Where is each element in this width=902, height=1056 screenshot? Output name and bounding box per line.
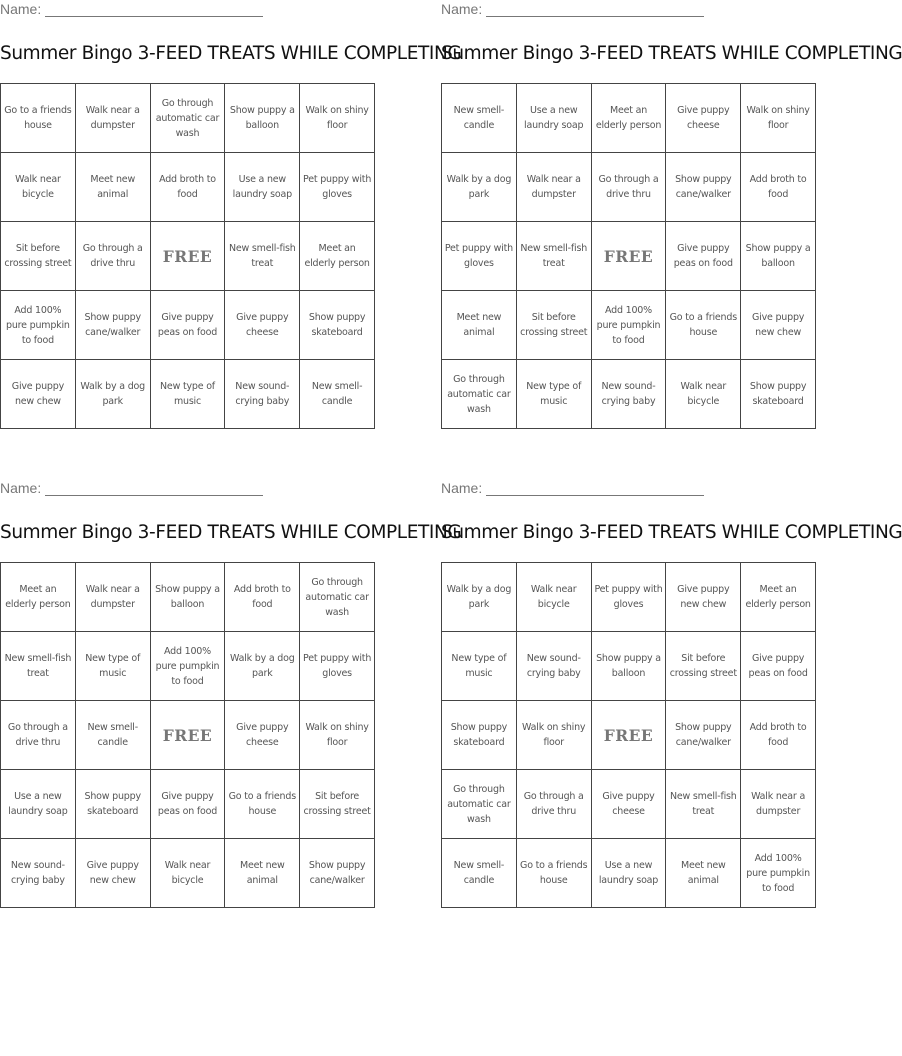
bingo-cell: Meet an elderly person	[591, 84, 666, 153]
bingo-cell: Show puppy a balloon	[741, 222, 816, 291]
card-title: Summer Bingo 3-FEED TREATS WHILE COMPLETING	[0, 522, 462, 543]
bingo-cell: Sit before crossing street	[300, 770, 375, 839]
bingo-cell: Pet puppy with gloves	[591, 563, 666, 632]
bingo-cell: Walk near bicycle	[516, 563, 591, 632]
bingo-cell: Sit before crossing street	[666, 632, 741, 701]
bingo-row	[442, 291, 816, 360]
bingo-row	[442, 632, 816, 701]
bingo-cell: Give puppy peas on food	[741, 632, 816, 701]
bingo-cell: Meet an elderly person	[1, 563, 76, 632]
bingo-cell: Walk by a dog park	[75, 360, 150, 429]
bingo-grid	[441, 562, 816, 908]
bingo-row	[1, 360, 375, 429]
bingo-cell: New sound-crying baby	[591, 360, 666, 429]
bingo-cell: Walk by a dog park	[442, 153, 517, 222]
bingo-cell: Walk on shiny floor	[300, 84, 375, 153]
bingo-row	[1, 153, 375, 222]
bingo-grid	[0, 562, 375, 908]
free-cell: FREE	[150, 222, 225, 291]
bingo-cell: Walk near bicycle	[666, 360, 741, 429]
bingo-cell: New smell-candle	[75, 701, 150, 770]
bingo-cell: New smell-fish treat	[225, 222, 300, 291]
bingo-cell: Show puppy cane/walker	[300, 839, 375, 908]
name-label: Name:	[0, 1, 42, 17]
bingo-cell: Meet an elderly person	[741, 563, 816, 632]
bingo-cell: Pet puppy with gloves	[300, 153, 375, 222]
name-underline[interactable]	[486, 481, 704, 496]
bingo-cell: Go through automatic car wash	[442, 770, 517, 839]
bingo-row	[1, 770, 375, 839]
bingo-cell: Show puppy cane/walker	[75, 291, 150, 360]
bingo-cell: Walk near bicycle	[150, 839, 225, 908]
name-field	[0, 480, 263, 496]
bingo-cell: Go through a drive thru	[75, 222, 150, 291]
bingo-cell: Go through a drive thru	[1, 701, 76, 770]
bingo-cell: Add broth to food	[150, 153, 225, 222]
bingo-cell: Show puppy cane/walker	[666, 701, 741, 770]
bingo-cell: Give puppy new chew	[741, 291, 816, 360]
bingo-cell: Show puppy skateboard	[741, 360, 816, 429]
bingo-cell: Add broth to food	[741, 701, 816, 770]
bingo-cell: Give puppy cheese	[225, 291, 300, 360]
bingo-cell: Walk near a dumpster	[75, 84, 150, 153]
bingo-cell: Go through automatic car wash	[300, 563, 375, 632]
bingo-cell: New type of music	[442, 632, 517, 701]
bingo-row	[1, 701, 375, 770]
bingo-grid	[441, 83, 816, 429]
bingo-cell: Give puppy cheese	[666, 84, 741, 153]
bingo-cell: Walk on shiny floor	[300, 701, 375, 770]
bingo-cell: Give puppy new chew	[1, 360, 76, 429]
bingo-cell: Sit before crossing street	[1, 222, 76, 291]
bingo-cell: New smell-fish treat	[516, 222, 591, 291]
bingo-cell: New smell-fish treat	[666, 770, 741, 839]
bingo-cell: New sound-crying baby	[516, 632, 591, 701]
bingo-cell: Add 100% pure pumpkin to food	[1, 291, 76, 360]
bingo-cell: Show puppy skateboard	[300, 291, 375, 360]
name-underline[interactable]	[45, 2, 263, 17]
bingo-cell: Go through automatic car wash	[442, 360, 517, 429]
name-label: Name:	[0, 480, 42, 496]
bingo-cell: New type of music	[150, 360, 225, 429]
bingo-cell: Walk on shiny floor	[741, 84, 816, 153]
bingo-cell: Meet new animal	[442, 291, 517, 360]
bingo-row	[442, 770, 816, 839]
bingo-cell: Add broth to food	[741, 153, 816, 222]
name-label: Name:	[441, 480, 483, 496]
name-field	[441, 480, 704, 496]
card-title: Summer Bingo 3-FEED TREATS WHILE COMPLETING	[0, 43, 462, 64]
bingo-cell: Meet new animal	[666, 839, 741, 908]
bingo-cell: Meet new animal	[225, 839, 300, 908]
free-cell: FREE	[591, 222, 666, 291]
bingo-cell: New smell-candle	[442, 84, 517, 153]
bingo-cell: Show puppy a balloon	[225, 84, 300, 153]
bingo-row	[442, 222, 816, 291]
bingo-cell: Show puppy cane/walker	[666, 153, 741, 222]
name-underline[interactable]	[45, 481, 263, 496]
bingo-cell: Show puppy skateboard	[75, 770, 150, 839]
bingo-grid	[0, 83, 375, 429]
bingo-cell: New smell-candle	[442, 839, 517, 908]
bingo-row	[442, 701, 816, 770]
name-label: Name:	[441, 1, 483, 17]
bingo-cell: Sit before crossing street	[516, 291, 591, 360]
bingo-cell: Give puppy cheese	[225, 701, 300, 770]
bingo-cell: New sound-crying baby	[225, 360, 300, 429]
bingo-cell: Add 100% pure pumpkin to food	[741, 839, 816, 908]
bingo-cell: New type of music	[75, 632, 150, 701]
bingo-cell: New smell-fish treat	[1, 632, 76, 701]
bingo-cell: Add 100% pure pumpkin to food	[150, 632, 225, 701]
name-field	[0, 1, 263, 17]
bingo-cell: Go to a friends house	[225, 770, 300, 839]
bingo-cell: Go through a drive thru	[516, 770, 591, 839]
bingo-cell: Meet an elderly person	[300, 222, 375, 291]
bingo-cell: Give puppy cheese	[591, 770, 666, 839]
bingo-cell: Give puppy peas on food	[150, 291, 225, 360]
bingo-row	[1, 563, 375, 632]
bingo-cell: Walk near bicycle	[1, 153, 76, 222]
bingo-cell: Show puppy a balloon	[150, 563, 225, 632]
bingo-cell: Go to a friends house	[666, 291, 741, 360]
card-title: Summer Bingo 3-FEED TREATS WHILE COMPLETING	[441, 43, 902, 64]
bingo-cell: Walk near a dumpster	[516, 153, 591, 222]
bingo-cell: Meet new animal	[75, 153, 150, 222]
bingo-cell: Give puppy peas on food	[666, 222, 741, 291]
bingo-cell: Show puppy a balloon	[591, 632, 666, 701]
bingo-cell: Add broth to food	[225, 563, 300, 632]
bingo-cell: Walk on shiny floor	[516, 701, 591, 770]
bingo-cell: New sound-crying baby	[1, 839, 76, 908]
bingo-cell: Give puppy new chew	[666, 563, 741, 632]
bingo-row	[1, 632, 375, 701]
bingo-cell: Use a new laundry soap	[1, 770, 76, 839]
bingo-cell: Walk near a dumpster	[741, 770, 816, 839]
bingo-cell: Pet puppy with gloves	[300, 632, 375, 701]
bingo-cell: Give puppy new chew	[75, 839, 150, 908]
bingo-cell: Add 100% pure pumpkin to food	[591, 291, 666, 360]
bingo-cell: Use a new laundry soap	[225, 153, 300, 222]
bingo-row	[442, 153, 816, 222]
free-cell: FREE	[591, 701, 666, 770]
name-underline[interactable]	[486, 2, 704, 17]
bingo-cell: Pet puppy with gloves	[442, 222, 517, 291]
bingo-cell: Give puppy peas on food	[150, 770, 225, 839]
bingo-cell: Use a new laundry soap	[516, 84, 591, 153]
bingo-cell: Show puppy skateboard	[442, 701, 517, 770]
name-field	[441, 1, 704, 17]
bingo-cell: New smell-candle	[300, 360, 375, 429]
bingo-cell: Go through automatic car wash	[150, 84, 225, 153]
card-title: Summer Bingo 3-FEED TREATS WHILE COMPLETING	[441, 522, 902, 543]
bingo-cell: Walk by a dog park	[225, 632, 300, 701]
bingo-cell: Walk near a dumpster	[75, 563, 150, 632]
bingo-row	[442, 839, 816, 908]
bingo-row	[1, 222, 375, 291]
free-cell: FREE	[150, 701, 225, 770]
bingo-row	[1, 839, 375, 908]
bingo-row	[442, 360, 816, 429]
bingo-row	[1, 291, 375, 360]
bingo-cell: Use a new laundry soap	[591, 839, 666, 908]
bingo-row	[442, 84, 816, 153]
bingo-row	[442, 563, 816, 632]
bingo-cell: Go to a friends house	[1, 84, 76, 153]
bingo-row	[1, 84, 375, 153]
bingo-cell: Go to a friends house	[516, 839, 591, 908]
bingo-cell: New type of music	[516, 360, 591, 429]
bingo-cell: Walk by a dog park	[442, 563, 517, 632]
bingo-cell: Go through a drive thru	[591, 153, 666, 222]
